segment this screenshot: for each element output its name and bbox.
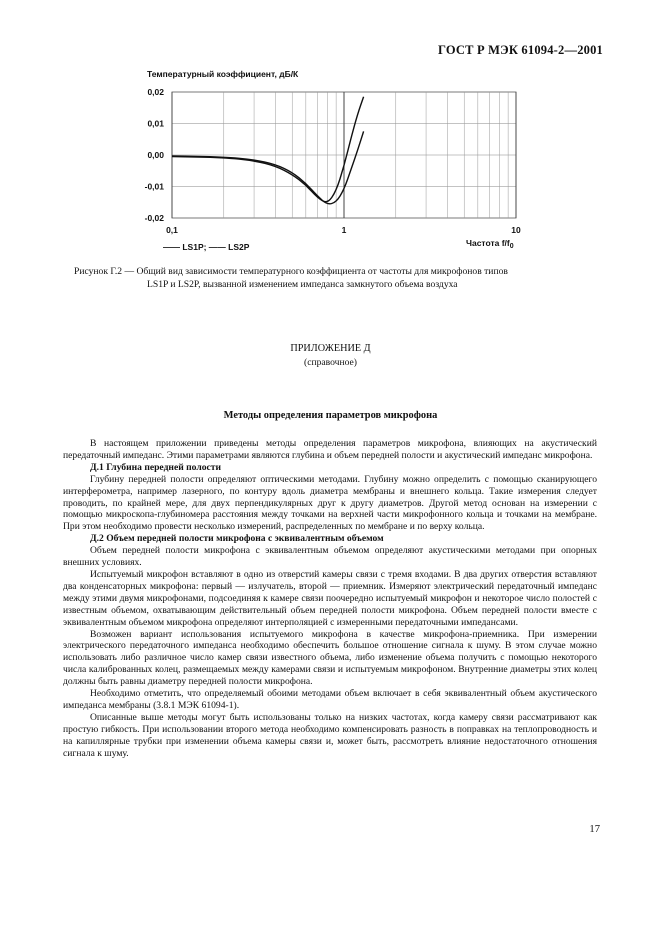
- x-tick-label: 1: [341, 225, 347, 235]
- paragraph: Глубину передней полости определяют оптическими методами. Глубину можно определить с помощью сканирующего интерферометра, например лазерного, по контуру вдоль диаметра мембраны и внешнего кольца. Такие измерения следует проводить, по крайней мере, для двух перпендикулярных друг к другу диаметров. Другой метод основан на измерении с помощью микроскопа-глубиномера расстояния между точками на верхней части микрофонного кольца и точками на мембране. При этом необходимо провести несколько измерений, распределенных по мембране и по верху кольца.: [63, 473, 597, 533]
- paragraph: Возможен вариант использования испытуемого микрофона в качестве микрофона-приемника. При измерении электрического передаточного импеданса необходимо обеспечить большое отношение сигнала к шуму. В этом случае можно использовать либо различное число камер связи известного объема, либо изменение объема получить с помощью некоторого числа калиброванных колец, размещаемых между камерами связи и испытуемым микрофоном. Внутренние диаметры этих колец должны быть равны диаметру передней полости микрофона.: [63, 628, 597, 688]
- y-tick-label: 0,02: [147, 87, 164, 97]
- body-text: [63, 438, 597, 759]
- paragraph: Описанные выше методы могут быть использованы только на низких частотах, когда камеру связи рассматривают как простую гибкость. При использовании второго метода необходимо компенсировать разность в поправках на теплопроводность и на капиллярные трубки при изменении объема камеры связи и, может быть, рассмотреть влияние недостаточного отношения сигнала к шуму.: [63, 711, 597, 759]
- y-tick-label: 0,01: [147, 118, 164, 129]
- section-title: Методы определения параметров микрофона: [223, 410, 438, 421]
- paragraph: В настоящем приложении приведены методы определения параметров микрофона, влияющих на акустический передаточный импеданс. Этими параметрами являются глубина и объем передней полости и акустический импеданс микрофона.: [63, 438, 597, 461]
- y-tick-label: 0,00: [147, 150, 164, 160]
- paragraph: Испытуемый микрофон вставляют в одно из отверстий камеры связи с тремя входами. В два других отверстия вставляют два конденсаторных микрофона: первый — излучатель, второй — приемник. Измеряют электрический передаточный импеданс между этими двумя микрофонами, подсоединяя к камере связи поочередно испытуемый микрофон и некоторое число полостей с известным объемом, охватывающим действительный объем передней полости микрофона. Объем передней полости вместе с эквивалентным объемом микрофона определяют интерполяцией с измеренными передаточными импедансами.: [63, 568, 597, 628]
- x-tick-label: 0,1: [166, 225, 178, 235]
- subsection-heading: Д.1 Глубина передней полости: [90, 461, 222, 473]
- figure-caption: [74, 265, 604, 291]
- paragraph: Необходимо отметить, что определяемый обоими методами объем включает в себя эквивалентный объем акустического импеданса мембраны (3.8.1 МЭК 61094-1).: [63, 688, 597, 711]
- figure-caption-cont: LS1P и LS2P, вызванной изменением импеданса замкнутого объема воздуха: [147, 279, 458, 290]
- document-header: ГОСТ Р МЭК 61094-2—2001: [438, 43, 603, 57]
- page-number: 17: [589, 824, 600, 835]
- appendix-subtitle: (справочное): [304, 357, 357, 368]
- appendix-title: ПРИЛОЖЕНИЕ Д: [290, 343, 371, 354]
- x-axis-label-main: Частота f/f: [466, 238, 510, 248]
- y-axis-label: Температурный коэффициент, дБ/К: [147, 69, 299, 79]
- y-tick-label: -0,01: [144, 181, 164, 192]
- temperature-coefficient-chart: [0, 0, 661, 260]
- figure-caption-lead: Рисунок Г.2 — Общий вид зависимости температурного коэффициента от частоты для микрофонов типов: [74, 266, 508, 277]
- y-tick-label: -0,02: [144, 213, 164, 223]
- series-line-ls1p: [172, 97, 364, 202]
- paragraph: Объем передней полости микрофона с эквивалентным объемом определяют акустическими методами при опорных внешних условиях.: [63, 545, 597, 569]
- x-axis-label: [466, 238, 514, 250]
- x-axis-label-sub: 0: [509, 243, 514, 250]
- subsection-heading: Д.2 Объем передней полости микрофона с эквивалентным объемом: [90, 533, 384, 545]
- legend: —— LS1P; —— LS2P: [163, 242, 250, 252]
- x-tick-label: 10: [511, 225, 521, 235]
